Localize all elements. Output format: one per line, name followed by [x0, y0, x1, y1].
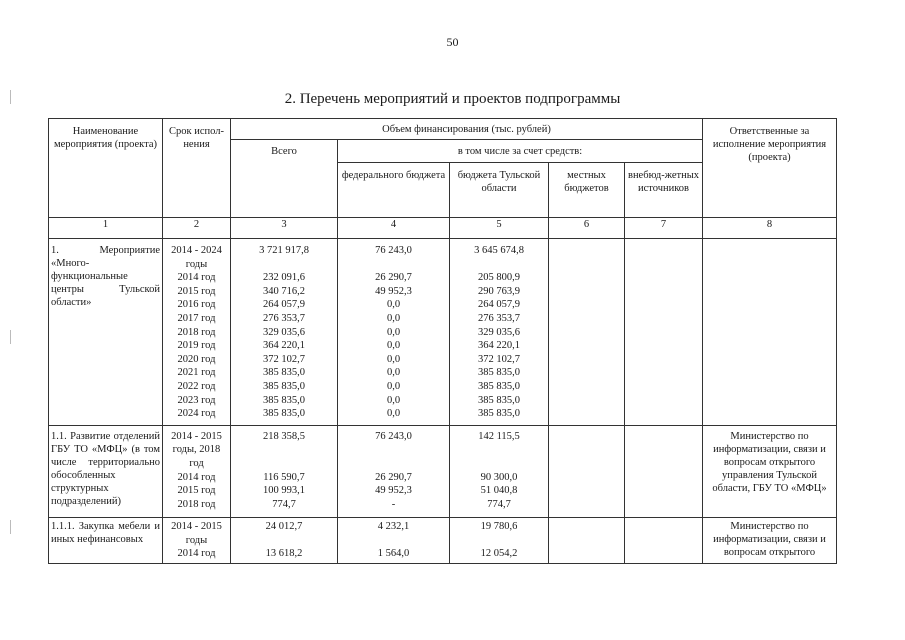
cell-value: [340, 457, 447, 471]
table-row: [49, 518, 837, 564]
column-number: 6: [549, 218, 625, 239]
cell-value: [233, 258, 335, 272]
cell-value: 2016 год: [177, 299, 216, 311]
cell-value: 2021 год: [177, 367, 216, 379]
cell-value: 0,0: [386, 380, 401, 392]
total-cell: [231, 425, 338, 518]
cell-value: 2017 год: [177, 312, 216, 324]
cell-value: 3 645 674,8: [474, 245, 524, 256]
activity-name: 1. Мероприятие «Много-функциональные центры Тульской области»: [49, 239, 163, 426]
cell-value: 76 243,0: [375, 245, 412, 256]
cell-value: 2020 год: [177, 353, 216, 365]
cell-value: 26 290,7: [375, 272, 412, 284]
cell-value: 385 835,0: [478, 380, 520, 392]
cell-value: [452, 534, 546, 548]
cell-value: 2022 год: [177, 380, 216, 392]
cell-value: 774,7: [272, 498, 296, 510]
activity-name: 1.1. Развитие отделений ГБУ ТО «МФЦ» (в том числе территориально обособленных структурных подразделений): [49, 425, 163, 518]
cell-value: 2019 год: [177, 340, 216, 352]
cell-value: 340 716,2: [263, 285, 305, 297]
cell-value: [340, 258, 447, 272]
column-number: 7: [625, 218, 703, 239]
cell-value: 2014 год: [177, 471, 216, 483]
cell-value: [233, 534, 335, 548]
local-cell: [549, 239, 625, 426]
cell-value: 290 763,9: [478, 285, 520, 297]
cell-value: 2014 год: [177, 548, 216, 560]
cell-value: 385 835,0: [263, 408, 305, 420]
cell-value: 385 835,0: [478, 367, 520, 379]
header-local: местных бюджетов: [549, 163, 625, 218]
federal-cell: [338, 239, 450, 426]
term-cell: [163, 425, 231, 518]
cell-value: 12 054,2: [480, 548, 518, 560]
cell-value: 0,0: [386, 353, 401, 365]
header-responsible: Ответственные за исполнение мероприятия (проекта): [703, 119, 837, 218]
section-title: 2. Перечень мероприятий и проектов подпрограммы: [284, 91, 621, 107]
cell-value: [340, 443, 447, 457]
cell-value: 2014 год: [177, 272, 216, 284]
cell-value: [452, 443, 546, 457]
page-number: 50: [446, 35, 459, 49]
header-including: в том числе за счет средств:: [338, 140, 703, 163]
cell-value: 0,0: [386, 299, 401, 311]
cell-value: 2015 год: [177, 285, 216, 297]
cell-value: 2018 год: [177, 326, 216, 338]
cell-value: 2024 год: [177, 408, 216, 420]
responsible-cell: Министерство по информатизации, связи и вопросам открытого: [703, 518, 837, 564]
activity-name: 1.1.1. Закупка мебели и иных нефинансовых: [49, 518, 163, 564]
cell-value: 0,0: [386, 367, 401, 379]
extra-cell: [625, 518, 703, 564]
cell-value: 205 800,9: [478, 272, 520, 284]
extra-cell: [625, 425, 703, 518]
column-number: 4: [338, 218, 450, 239]
regional-cell: [450, 239, 549, 426]
margin-mark: [10, 520, 11, 534]
responsible-cell: Министерство по информатизации, связи и вопросам открытого управления Тульской области, ГБУ ТО «МФЦ»: [703, 425, 837, 518]
cell-value: 4 232,1: [377, 521, 410, 533]
cell-value: 2014 - 2015: [171, 430, 222, 442]
term-cell: [163, 518, 231, 564]
cell-value: 24 012,7: [265, 521, 303, 533]
cell-value: 329 035,6: [478, 326, 520, 338]
cell-value: [233, 443, 335, 457]
cell-value: 116 590,7: [263, 471, 305, 483]
cell-value: 0,0: [386, 340, 401, 352]
regional-cell: [450, 518, 549, 564]
cell-value: [340, 534, 447, 548]
cell-value: 364 220,1: [263, 340, 305, 352]
activities-table: [48, 118, 837, 564]
cell-value: 100 993,1: [263, 485, 305, 497]
cell-value: 49 952,3: [375, 285, 412, 297]
cell-value: 26 290,7: [375, 471, 412, 483]
cell-value: 2023 год: [177, 394, 216, 406]
cell-value: 3 721 917,8: [259, 245, 309, 256]
cell-value: 232 091,6: [263, 272, 305, 284]
cell-value: 76 243,0: [375, 430, 412, 442]
cell-value: 385 835,0: [478, 408, 520, 420]
cell-value: 0,0: [386, 408, 401, 420]
cell-value: [452, 457, 546, 471]
cell-value: 385 835,0: [263, 380, 305, 392]
cell-value: 13 618,2: [265, 548, 303, 560]
cell-value: 1 564,0: [377, 548, 410, 560]
column-number: 1: [49, 218, 163, 239]
cell-value: 0,0: [386, 394, 401, 406]
cell-value: 385 835,0: [263, 367, 305, 379]
header-extra: внебюд-жетных источников: [625, 163, 703, 218]
header-regional: бюджета Тульской области: [450, 163, 549, 218]
cell-value: 0,0: [386, 312, 401, 324]
cell-value: 372 102,7: [263, 353, 305, 365]
cell-value: 276 353,7: [478, 312, 520, 324]
cell-value: 142 115,5: [478, 430, 520, 442]
table-row: [49, 239, 837, 426]
header-term: Срок испол-нения: [163, 119, 231, 218]
cell-value: 218 358,5: [263, 430, 305, 442]
header-funding: Объем финансирования (тыс. рублей): [231, 119, 703, 140]
cell-value: 774,7: [487, 498, 511, 510]
local-cell: [549, 518, 625, 564]
cell-value: 19 780,6: [480, 521, 518, 533]
column-number: 8: [703, 218, 837, 239]
cell-value: годы: [185, 534, 208, 546]
cell-value: 276 353,7: [263, 312, 305, 324]
federal-cell: [338, 518, 450, 564]
cell-value: 329 035,6: [263, 326, 305, 338]
cell-value: 2015 год: [177, 485, 216, 497]
cell-value: [233, 457, 335, 471]
regional-cell: [450, 425, 549, 518]
term-cell: [163, 239, 231, 426]
cell-value: 49 952,3: [375, 485, 412, 497]
cell-value: -: [391, 498, 396, 510]
cell-value: годы: [185, 258, 208, 270]
cell-value: 90 300,0: [480, 471, 518, 483]
column-number: 2: [163, 218, 231, 239]
cell-value: 2014 - 2015: [171, 521, 222, 533]
cell-value: [452, 258, 546, 272]
cell-value: 51 040,8: [480, 485, 518, 497]
cell-value: 385 835,0: [263, 394, 305, 406]
header-federal: федерального бюджета: [338, 163, 450, 218]
extra-cell: [625, 239, 703, 426]
table-body: [49, 239, 837, 564]
cell-value: 0,0: [386, 326, 401, 338]
header-name: Наименование мероприятия (проекта): [49, 119, 163, 218]
cell-value: 264 057,9: [263, 299, 305, 311]
responsible-cell: [703, 239, 837, 426]
table-row: [49, 425, 837, 518]
column-number: 3: [231, 218, 338, 239]
cell-value: 364 220,1: [478, 340, 520, 352]
local-cell: [549, 425, 625, 518]
margin-mark: [10, 330, 11, 344]
header-total: Всего: [231, 140, 338, 218]
column-number: 5: [450, 218, 549, 239]
cell-value: 385 835,0: [478, 394, 520, 406]
cell-value: 2014 - 2024: [171, 245, 222, 256]
cell-value: 372 102,7: [478, 353, 520, 365]
total-cell: [231, 518, 338, 564]
total-cell: [231, 239, 338, 426]
cell-value: 264 057,9: [478, 299, 520, 311]
cell-value: год: [189, 457, 204, 469]
cell-value: 2018 год: [177, 498, 216, 510]
federal-cell: [338, 425, 450, 518]
cell-value: годы, 2018: [172, 444, 221, 456]
